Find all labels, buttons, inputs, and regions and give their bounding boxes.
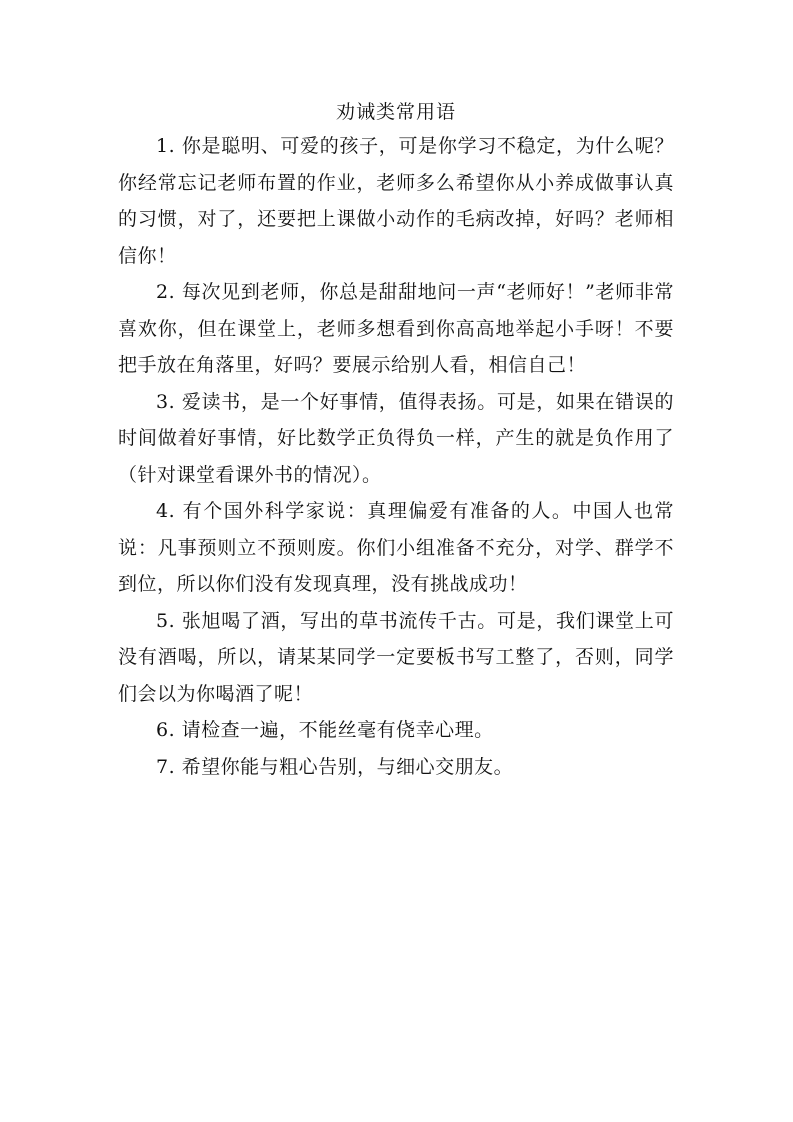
admonition-item-2: 2. 每次见到老师，你总是甜甜地问一声“老师好！”老师非常喜欢你，但在课堂上，老师多想看到你高高地举起小手呀！不要把手放在角落里，好吗？要展示给别人看，相信自己！ — [118, 281, 674, 376]
admonition-item-6: 6. 请检查一遍，不能丝毫有侥幸心理。 — [156, 719, 494, 741]
document-body — [118, 96, 674, 785]
admonition-item-4: 4. 有个国外科学家说：真理偏爱有准备的人。中国人也常说：凡事预则立不预则废。你们小组准备不充分，对学、群学不到位，所以你们没有发现真理，没有挑战成功！ — [118, 500, 674, 595]
admonition-item-1: 1. 你是聪明、可爱的孩子，可是你学习不稳定，为什么呢？你经常忘记老师布置的作业，老师多么希望你从小养成做事认真的习惯，对了，还要把上课做小动作的毛病改掉，好吗？老师相信你！ — [118, 135, 674, 267]
document-title: 劝诫类常用语 — [335, 101, 456, 123]
admonition-item-7: 7. 希望你能与粗心告别，与细心交朋友。 — [156, 755, 514, 778]
admonition-item-3: 3. 爱读书，是一个好事情，值得表扬。可是，如果在错误的时间做着好事情，好比数学正负得负一样，产生的就是负作用了（针对课堂看课外书的情况）。 — [118, 390, 674, 486]
admonition-item-5: 5. 张旭喝了酒，写出的草书流传千古。可是，我们课堂上可没有酒喝，所以，请某某同学一定要板书写工整了，否则，同学们会以为你喝酒了呢！ — [118, 609, 674, 705]
